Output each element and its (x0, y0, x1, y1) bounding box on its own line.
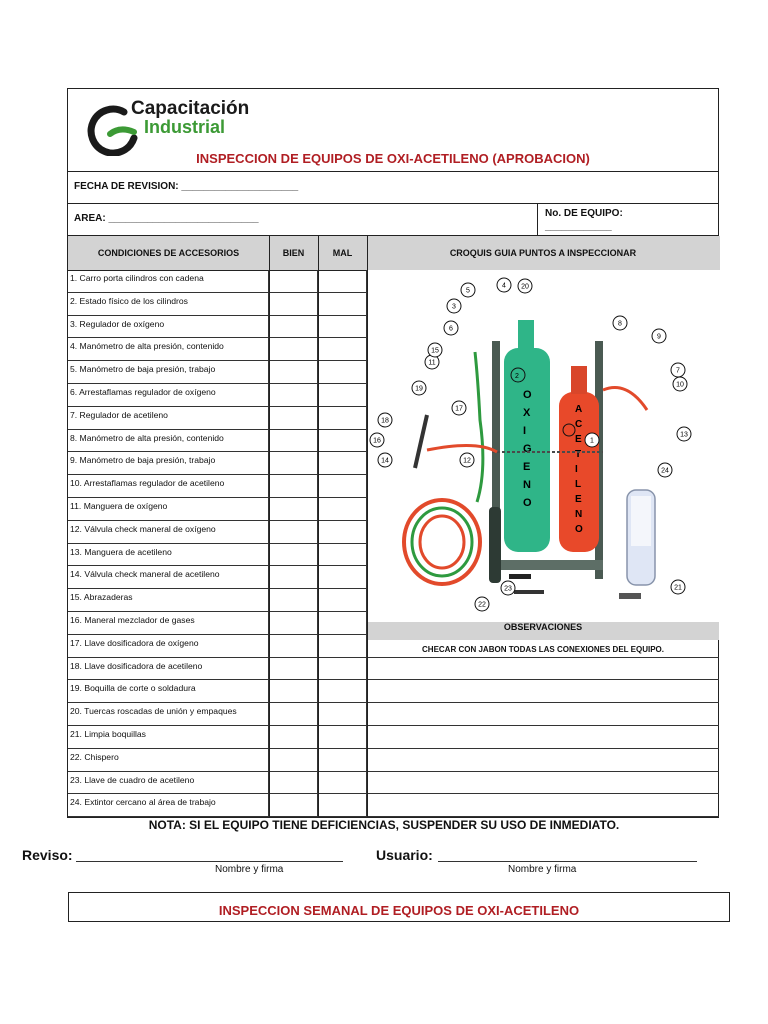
checklist-row (68, 703, 719, 726)
observacion-cell[interactable] (367, 680, 719, 702)
oxygen-valve-icon (518, 320, 534, 350)
mal-checkbox[interactable] (318, 703, 367, 725)
divider (537, 203, 538, 236)
callout-number: 23 (504, 585, 512, 593)
bien-checkbox[interactable] (269, 475, 318, 497)
header-mal: MAL (318, 236, 368, 270)
hose-coil-icon (404, 500, 480, 584)
observacion-cell[interactable] (367, 703, 719, 725)
observaciones-header: OBSERVACIONES (367, 622, 719, 640)
bien-checkbox[interactable] (269, 338, 318, 360)
nota-warning: NOTA: SI EL EQUIPO TIENE DEFICIENCIAS, SUSPENDER SU USO DE INMEDIATO. (148, 818, 620, 832)
chispero-icon (514, 590, 544, 594)
mal-checkbox[interactable] (318, 726, 367, 748)
checklist-item-label: 1. Carro porta cilindros con cadena (68, 270, 269, 292)
checklist-item-label: 9. Manómetro de baja presión, trabajo (68, 452, 269, 474)
oxygen-letter: O (523, 389, 532, 401)
reviso-caption: Nombre y firma (215, 864, 284, 875)
checklist-item-label: 16. Maneral mezclador de gases (68, 612, 269, 634)
no-equipo-label: No. DE EQUIPO: (545, 208, 623, 219)
checklist-item-label: 12. Válvula check maneral de oxígeno (68, 521, 269, 543)
acetylene-valve-icon (571, 366, 587, 394)
mal-checkbox[interactable] (318, 612, 367, 634)
mal-checkbox[interactable] (318, 407, 367, 429)
reviso-signature-line[interactable] (76, 861, 343, 862)
checklist-item-label: 8. Manómetro de alta presión, contenido (68, 430, 269, 452)
mal-checkbox[interactable] (318, 521, 367, 543)
divider (68, 171, 718, 172)
extinguisher-label-icon (631, 496, 651, 546)
callout-number: 13 (680, 431, 688, 439)
callout-number: 11 (428, 359, 436, 367)
equipment-sketch (367, 270, 719, 622)
callout-number: 8 (618, 320, 622, 328)
oxygen-letter: E (523, 461, 531, 473)
observacion-cell[interactable] (367, 794, 719, 816)
checklist-item-label: 15. Abrazaderas (68, 589, 269, 611)
acetylene-letter: L (575, 479, 582, 490)
oxygen-letter: N (523, 479, 531, 491)
checklist-item-label: 5. Manómetro de baja presión, trabajo (68, 361, 269, 383)
checklist-item-label: 20. Tuercas roscadas de unión y empaques (68, 703, 269, 725)
callout-number: 17 (455, 405, 463, 413)
mal-checkbox[interactable] (318, 589, 367, 611)
checklist-item-label: 13. Manguera de acetileno (68, 544, 269, 566)
checklist-item-label: 21. Limpia boquillas (68, 726, 269, 748)
callout-number: 1 (590, 437, 594, 445)
torch-icon (415, 415, 427, 468)
callout-number: 6 (449, 325, 453, 333)
checklist-item-label: 4. Manómetro de alta presión, contenido (68, 338, 269, 360)
oxygen-hose-icon (475, 352, 483, 502)
callout-number: 3 (452, 303, 456, 311)
mal-checkbox[interactable] (318, 658, 367, 680)
checklist-row (68, 726, 719, 749)
mal-checkbox[interactable] (318, 475, 367, 497)
observacion-cell[interactable] (367, 749, 719, 771)
header-bien: BIEN (269, 236, 319, 270)
checklist-item-label: 18. Llave dosificadora de acetileno (68, 658, 269, 680)
usuario-signature-line[interactable] (438, 861, 697, 862)
callout-number: 4 (502, 282, 506, 290)
inspection-form (67, 88, 719, 818)
acetylene-letter: E (575, 494, 582, 505)
divider (68, 203, 718, 204)
callout-number: 19 (415, 385, 423, 393)
bien-checkbox[interactable] (269, 384, 318, 406)
mal-checkbox[interactable] (318, 772, 367, 794)
callout-number: 21 (674, 584, 682, 592)
divider (367, 236, 368, 818)
callout-number: 16 (373, 437, 381, 445)
acetylene-letter: T (575, 449, 582, 460)
oxygen-letter: O (523, 497, 532, 509)
usuario-caption: Nombre y firma (508, 864, 577, 875)
bien-checkbox[interactable] (269, 544, 318, 566)
checklist-row (68, 794, 719, 817)
checklist-row (68, 680, 719, 703)
mal-checkbox[interactable] (318, 452, 367, 474)
bien-checkbox[interactable] (269, 407, 318, 429)
form-title: INSPECCION DE EQUIPOS DE OXI-ACETILENO (APROBACION) (196, 151, 590, 166)
bien-checkbox[interactable] (269, 293, 318, 315)
mal-checkbox[interactable] (318, 794, 367, 816)
bien-checkbox[interactable] (269, 566, 318, 588)
usuario-label: Usuario: (376, 847, 433, 863)
callout-2-label: 2 (515, 373, 519, 380)
bien-checkbox[interactable] (269, 521, 318, 543)
semanal-title: INSPECCION SEMANAL DE EQUIPOS DE OXI-ACETILENO (68, 892, 730, 922)
no-equipo-field[interactable]: ____________ (545, 221, 612, 232)
acetylene-letter: O (575, 524, 583, 535)
bien-checkbox[interactable] (269, 452, 318, 474)
checklist-item-label: 24. Extintor cercano al área de trabajo (68, 794, 269, 816)
checklist-row (68, 772, 719, 795)
mal-checkbox[interactable] (318, 749, 367, 771)
callout-number: 12 (463, 457, 471, 465)
observaciones-note: CHECAR CON JABON TODAS LAS CONEXIONES DEL EQUIPO. (422, 645, 664, 654)
checklist-item-label: 22. Chispero (68, 749, 269, 771)
bien-checkbox[interactable] (269, 749, 318, 771)
checklist-item-label: 17. Llave dosificadora de oxígeno (68, 635, 269, 657)
mal-checkbox[interactable] (318, 635, 367, 657)
area-field[interactable]: AREA: ___________________________ (74, 213, 259, 224)
bien-checkbox[interactable] (269, 772, 318, 794)
checklist-item-label: 3. Regulador de oxígeno (68, 316, 269, 338)
acetylene-hose-icon (603, 388, 647, 411)
mal-checkbox[interactable] (318, 361, 367, 383)
oxygen-letter: X (523, 407, 531, 419)
bien-checkbox[interactable] (269, 612, 318, 634)
checklist-item-label: 7. Regulador de acetileno (68, 407, 269, 429)
acetylene-letter: A (575, 404, 583, 415)
bien-checkbox[interactable] (269, 680, 318, 702)
llave-cuadro-icon (509, 574, 531, 579)
mal-checkbox[interactable] (318, 270, 367, 292)
checklist-item-label: 19. Boquilla de corte o soldadura (68, 680, 269, 702)
mal-checkbox[interactable] (318, 384, 367, 406)
checklist-item-label: 6. Arrestaflamas regulador de oxígeno (68, 384, 269, 406)
header-condiciones: CONDICIONES DE ACCESORIOS (68, 236, 270, 270)
bien-checkbox[interactable] (269, 270, 318, 292)
reviso-label: Reviso: (22, 847, 73, 863)
logo-text-line-2: Industrial (144, 117, 226, 137)
bien-checkbox[interactable] (269, 498, 318, 520)
callout-number: 18 (381, 417, 389, 425)
callout-number: 14 (381, 457, 389, 465)
callout-number: 15 (431, 347, 439, 355)
acetylene-letter: I (575, 464, 578, 475)
callout-number: 5 (466, 287, 470, 295)
mal-checkbox[interactable] (318, 338, 367, 360)
callout-number: 20 (521, 283, 529, 291)
limpia-boquillas-icon (619, 593, 641, 599)
cart-base-icon (492, 560, 603, 570)
mal-checkbox[interactable] (318, 293, 367, 315)
bien-checkbox[interactable] (269, 589, 318, 611)
hose-coil-icon (420, 516, 464, 568)
fecha-revision-field[interactable]: FECHA DE REVISION: _____________________ (74, 181, 299, 192)
logo-text-line-1: Capacitación (131, 98, 250, 119)
oxygen-letter: G (523, 443, 532, 455)
divider (269, 236, 270, 818)
bien-checkbox[interactable] (269, 361, 318, 383)
checklist-item-label: 10. Arrestaflamas regulador de acetileno (68, 475, 269, 497)
callout-number: 9 (657, 333, 661, 341)
acetylene-letter: N (575, 509, 583, 520)
acetylene-hose-icon (427, 445, 497, 452)
mal-checkbox[interactable] (318, 680, 367, 702)
mal-checkbox[interactable] (318, 498, 367, 520)
wheel-icon (489, 507, 501, 583)
bien-checkbox[interactable] (269, 703, 318, 725)
bien-checkbox[interactable] (269, 726, 318, 748)
bien-checkbox[interactable] (269, 430, 318, 452)
checklist-row (68, 749, 719, 772)
mal-checkbox[interactable] (318, 316, 367, 338)
acetylene-letter: E (575, 434, 582, 445)
checklist-item-label: 2. Estado físico de los cilindros (68, 293, 269, 315)
divider (318, 236, 319, 818)
checklist-item-label: 11. Manguera de oxígeno (68, 498, 269, 520)
checklist-item-label: 14. Válvula check maneral de acetileno (68, 566, 269, 588)
mal-checkbox[interactable] (318, 430, 367, 452)
mal-checkbox[interactable] (318, 544, 367, 566)
callout-number: 22 (478, 601, 486, 609)
bien-checkbox[interactable] (269, 794, 318, 816)
callout-number: 7 (676, 367, 680, 375)
oxygen-letter: I (523, 425, 527, 437)
mal-checkbox[interactable] (318, 566, 367, 588)
bien-checkbox[interactable] (269, 316, 318, 338)
bien-checkbox[interactable] (269, 658, 318, 680)
acetylene-letter: C (575, 419, 583, 430)
observacion-cell[interactable] (367, 726, 719, 748)
observacion-cell[interactable] (367, 772, 719, 794)
callout-number: 24 (661, 467, 669, 475)
header-croquis: CROQUIS GUIA PUNTOS A INSPECCIONAR (449, 247, 637, 258)
checklist-item-label: 23. Llave de cuadro de acetileno (68, 772, 269, 794)
callout-number: 10 (676, 381, 684, 389)
bien-checkbox[interactable] (269, 635, 318, 657)
